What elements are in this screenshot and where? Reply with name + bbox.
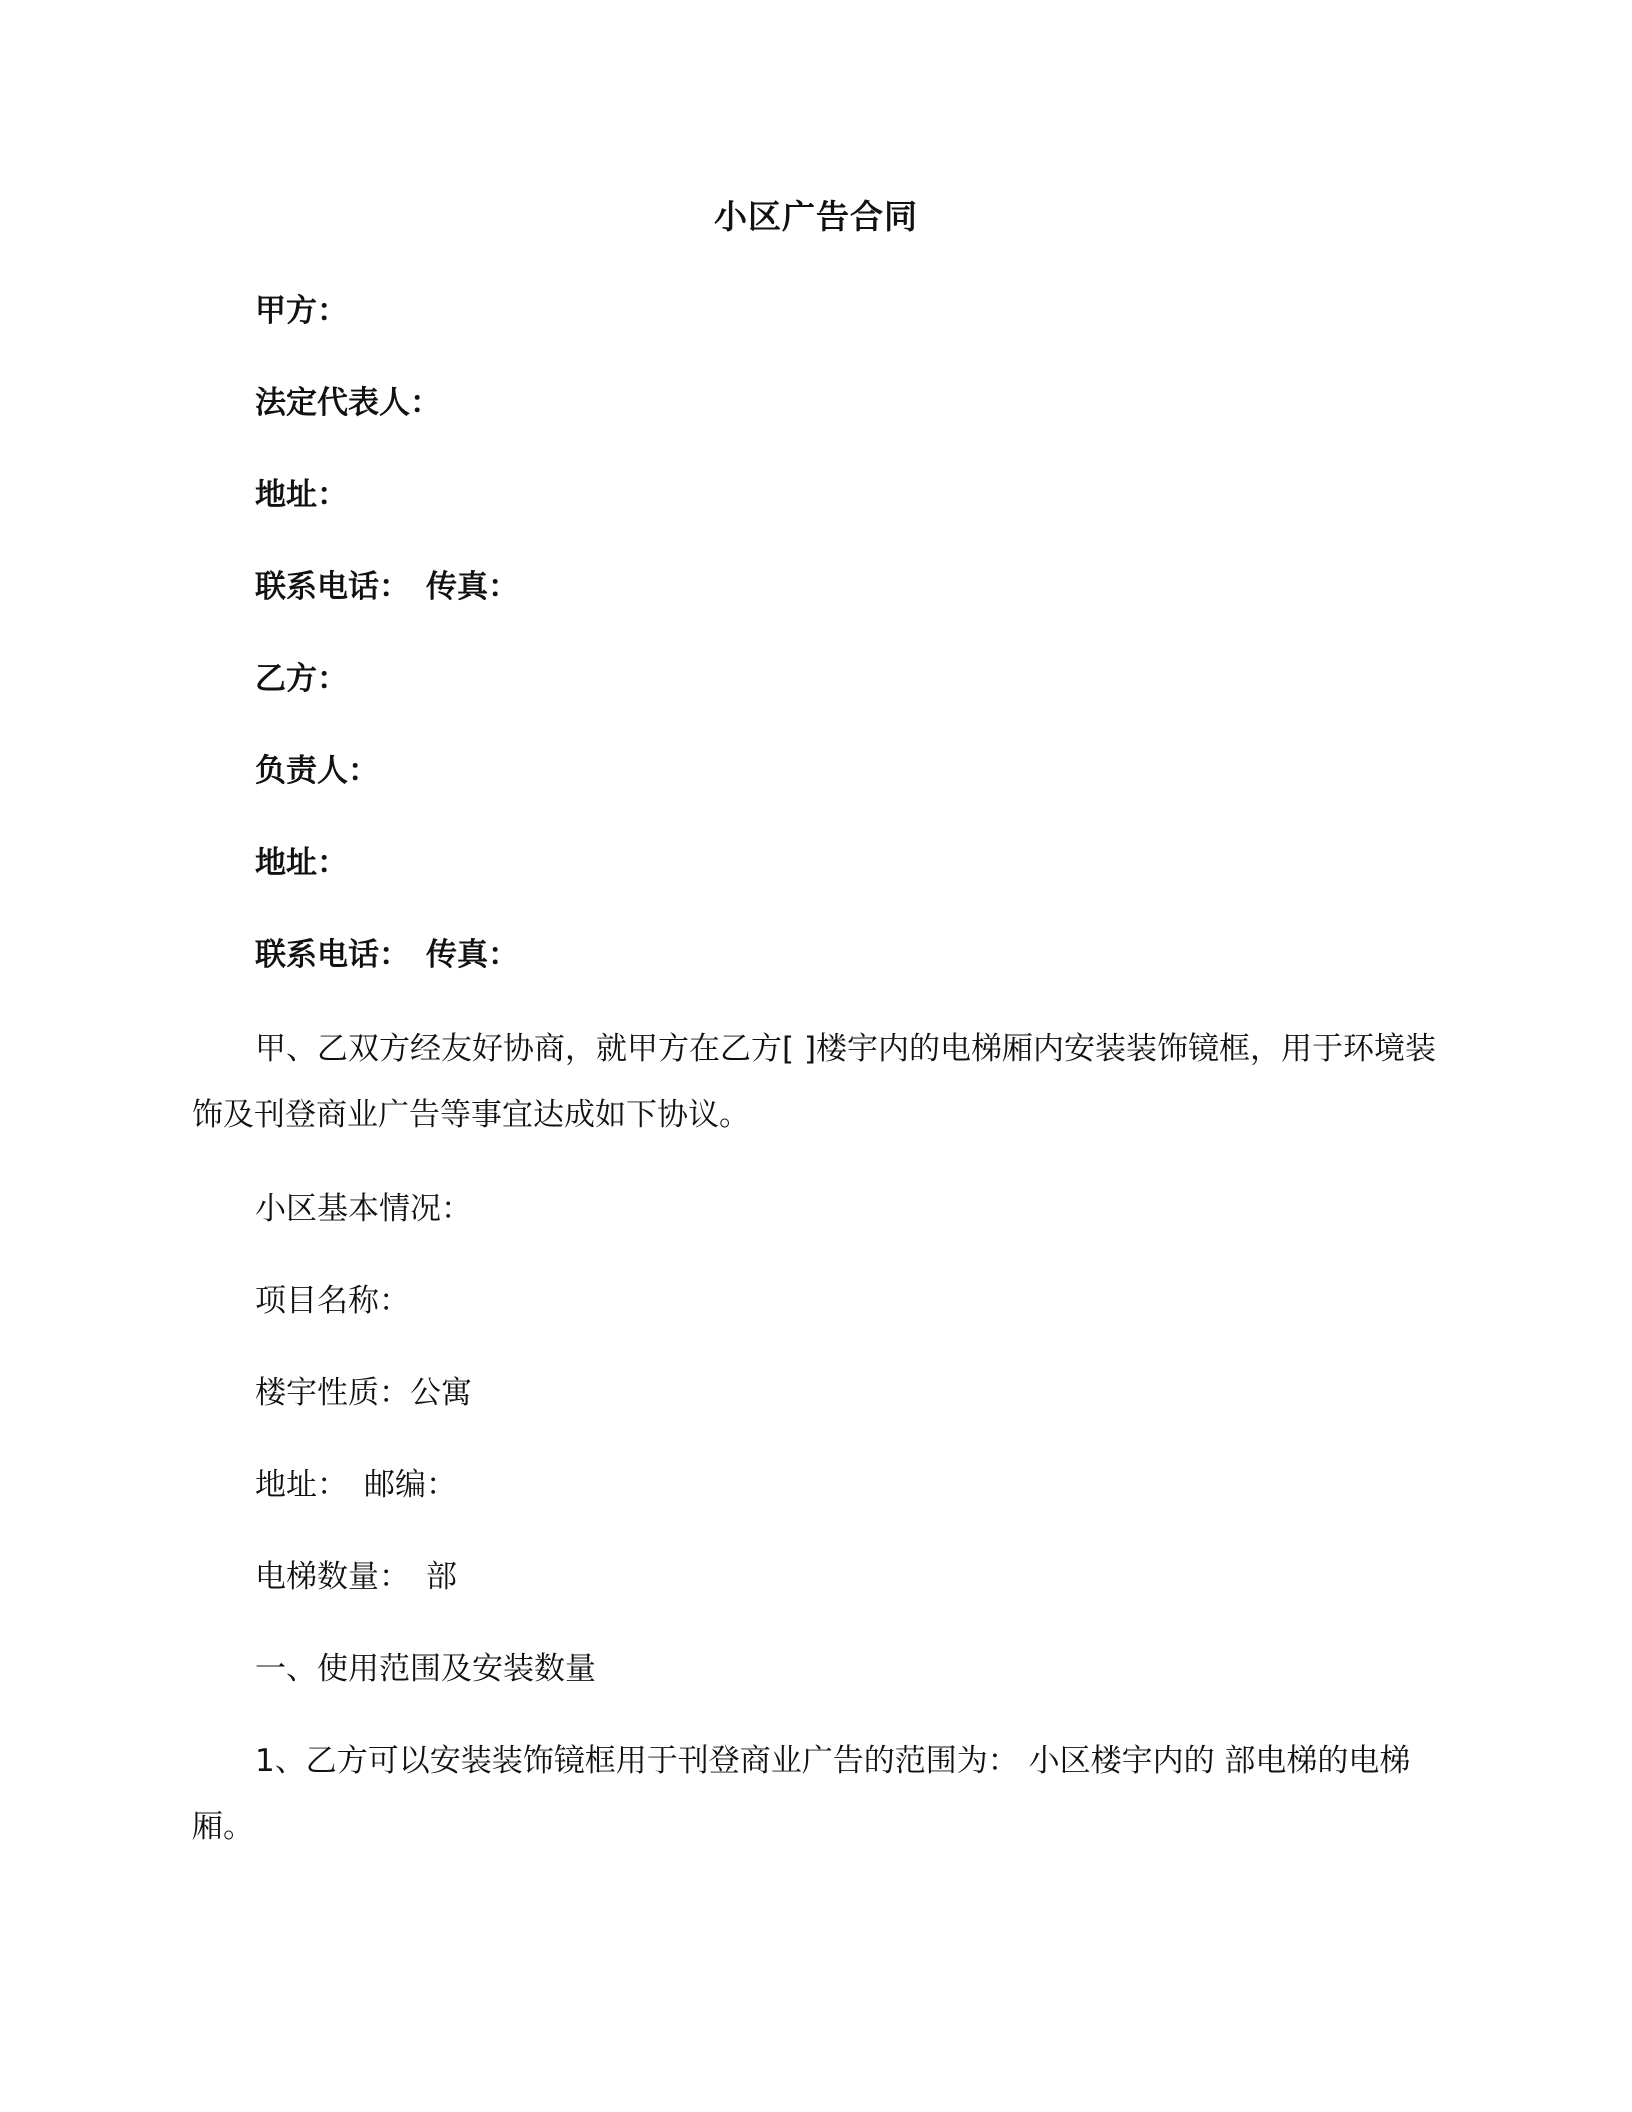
party-b-person-in-charge: 负责人： bbox=[255, 753, 379, 789]
party-b-phone: 联系电话： bbox=[255, 937, 410, 973]
community-address-line bbox=[255, 1462, 457, 1508]
party-b-contact-line bbox=[255, 932, 519, 978]
document-title: 小区广告合同 bbox=[714, 197, 918, 236]
party-b-fax: 传真： bbox=[426, 937, 519, 973]
community-address: 地址： bbox=[255, 1467, 348, 1503]
elevator-count-line bbox=[255, 1554, 457, 1600]
party-a-label: 甲方： bbox=[255, 293, 348, 329]
party-a-address: 地址： bbox=[255, 477, 348, 513]
party-b-address: 地址： bbox=[255, 845, 348, 881]
party-a-contact-line bbox=[255, 564, 519, 610]
elevator-count: 电梯数量： bbox=[255, 1559, 410, 1595]
intro-paragraph: 甲、乙双方经友好协商，就甲方在乙方[ ]楼宇内的电梯厢内安装装饰镜框，用于环境装饰及刊登商业广告等事宜达成如下协议。 bbox=[192, 1031, 1437, 1133]
section-1-heading: 一、使用范围及安装数量 bbox=[255, 1651, 596, 1687]
party-b-label: 乙方： bbox=[255, 661, 348, 697]
elevator-unit: 部 bbox=[426, 1559, 457, 1595]
party-a-legal-rep: 法定代表人： bbox=[255, 385, 441, 421]
section-1-clause-1: 1、乙方可以安装装饰镜框用于刊登商业广告的范围为： 小区楼宇内的 部电梯的电梯厢。 bbox=[192, 1743, 1411, 1845]
party-a-phone: 联系电话： bbox=[255, 569, 410, 605]
project-name: 项目名称： bbox=[255, 1283, 410, 1319]
party-a-fax: 传真： bbox=[426, 569, 519, 605]
community-info-heading: 小区基本情况： bbox=[255, 1191, 472, 1227]
building-type: 楼宇性质：公寓 bbox=[255, 1375, 472, 1411]
community-postcode: 邮编： bbox=[364, 1467, 457, 1503]
